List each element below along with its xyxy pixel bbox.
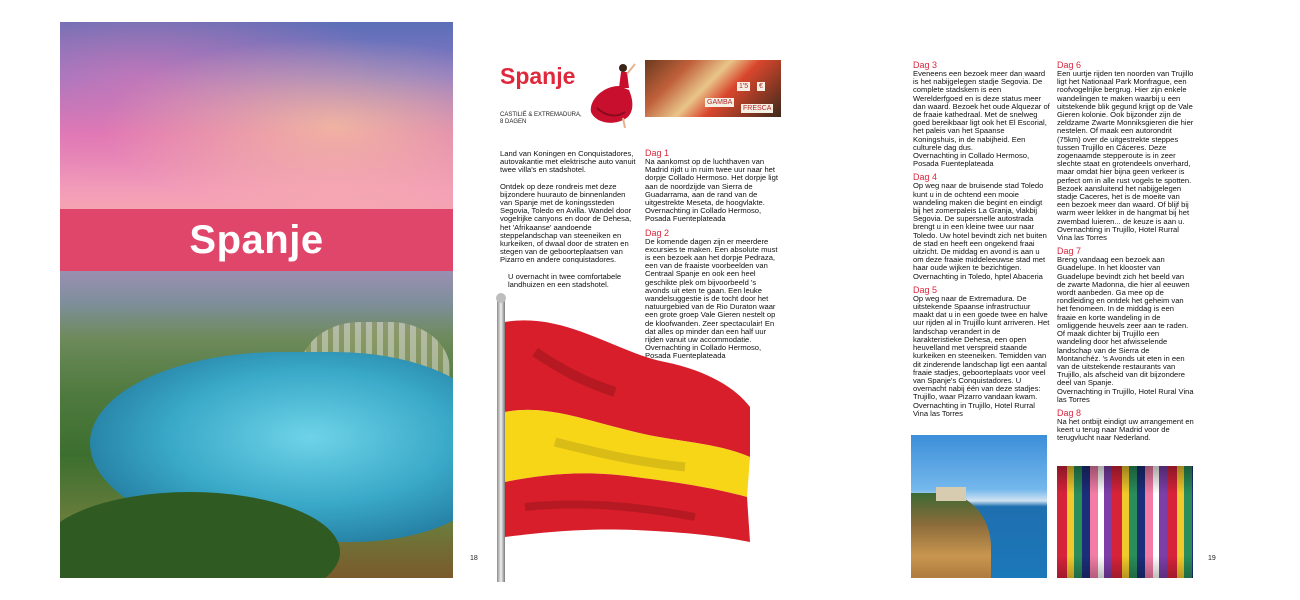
day-text: Een uurtje rijden ten noorden van Trujillo ligt het Nationaal Park Monfrague, een roofvogelrijke bergrug. Hier zijn enkele wandelingen te maken waarbij u een uitstekende blik gegund krijgt op de Vale Gieren kolonie. Ook bijzonder zijn de zeldzame Zwarte Monniksgieren die hier nestelen. Of maak een autorondrit (75km) over de uitgestrekte steppes tussen Trujillo en Cáceres. Deze zogenaamde stepperoute is in zeer slechte staat en grotendeels onverhard, maar omdat hier bijna geen verkeer is perfect om in alle rust vogels te spotten. Bezoek aansluitend het nabijgelegen stadje Caceres, het is de moeite van een bezoek meer dan waard. Of blijf bij warm weer lekker in de hangmat bij het zwembad luieren... de keuze is aan u. <box>1057 69 1194 226</box>
day-overnight: Overnachting in Trujillo, Hotel Rurral Vina las Torres <box>913 400 1035 418</box>
day-heading: Dag 4 <box>913 172 938 183</box>
day-block <box>1057 408 1194 443</box>
intro-paragraph: U overnacht in twee comfortabele landhuizen en een stadshotel. <box>508 271 622 289</box>
day-heading: Dag 7 <box>1057 246 1082 257</box>
cover-photo <box>60 22 453 578</box>
page-number-left: 18 <box>470 555 478 562</box>
cliff <box>911 493 991 578</box>
day-overnight: Overnachting in Collado Hermoso, Posada Fuenteplateada <box>913 151 1030 169</box>
day-heading: Dag 3 <box>913 60 938 70</box>
day-heading: Dag 2 <box>645 227 670 238</box>
intro-paragraph: Ontdek op deze rondreis met deze bijzondere huurauto de binnenlanden van Spanje met de koningssteden Segovia, Toledo en Avilla. Wandel door vogelrijke canyons en door de Dehesa, het 'Afrikaanse' aandoende steppelandschap van steeneiken en kurkeiken, of dwaal door de straten en stegen van de geboorteplaatsen van Pizarro en andere conquistadores. <box>500 181 632 265</box>
day-text: De komende dagen zijn er meerdere excursies te maken. Een absolute must is een bezoek aan het dorpje Pedraza, een van de fraaiste voorbeelden van Centraal Spanje en ook een heel geschikte plek om bijvoorbeeld 's avonds uit eten te gaan. Een leuke wandelsuggestie is de tocht door het natuurgebied van de Rio Duraton waar een grote groep Vale Gieren nestelt op de kloofwanden. Zeer spectaculair! En dat alles op minder dan een half uur rijden vanuit uw accommodatie. <box>645 236 778 345</box>
day-block <box>913 60 1050 168</box>
day-overnight: Overnachting in Collado Hermoso, Posada Fuenteplateada <box>645 343 762 361</box>
itinerary-column <box>1057 60 1194 447</box>
day-block <box>913 285 1050 418</box>
day-block <box>913 172 1050 280</box>
price-tag: € <box>759 83 763 90</box>
castle <box>936 487 966 501</box>
subtitle-line: 8 DAGEN <box>500 119 527 125</box>
cover-title-band <box>60 209 453 271</box>
day-text: Breng vandaag een bezoek aan Guadelupe. In het klooster van Guadelupe bevindt zich het beeld van de zwarte Madonna, die hier al eeuwen wordt aanbeden. Ga mee op de rondleiding en ontdek het geheim van het fenomeen. In de middag is een fraaie en korte wandeling in de omliggende heuvels zeer aan te raden. Of maak dichter bij Trujillo een wandeling door het afwisselende landschap van de Sierra de Montanchéz. 's Avonds uit eten in een van de uitstekende restaurants van Trujillo, als afscheid van dit bijzondere deel van Spanje. <box>1057 255 1190 388</box>
day-text: Na aankomst op de luchthaven van Madrid rijdt u in ruim twee uur naar het dorpje Collado Hermoso. Het dorpje ligt aan de noordzijde van Sierra de Guadarrama, aan de rand van de uitgestrekte Meseta, de hoogvlakte. <box>645 157 778 208</box>
page-title: Spanje <box>500 63 576 89</box>
sunset-sky <box>60 22 453 212</box>
day-overnight: Overnachting in Trujillo, Hotel Rurral Vina las Torres <box>1057 224 1179 243</box>
day-overnight: Overnachting in Trujillo, Hotel Rural Vina las Torres <box>1057 386 1194 404</box>
page-number-right: 19 <box>1208 555 1216 562</box>
intro-paragraph: Land van Koningen en Conquistadores, autovakantie met elektrische auto vanuit twee villa's en stadshotel. <box>500 149 636 175</box>
page-subtitle <box>500 112 582 126</box>
day-heading: Dag 5 <box>913 284 938 295</box>
photo-shade <box>1057 466 1193 578</box>
day-heading: Dag 6 <box>1057 60 1082 70</box>
flamenco-dancer-image <box>583 60 641 128</box>
day-block <box>645 148 781 224</box>
day-text: Eveneens een bezoek meer dan waard is het nabijgelegen stadje Segovia. De complete stadskern is een Werelderfgoed en is deze status meer dan waard. Bezoek het oude Alquezar of de fraaie kathedraal. Met de snelweg goed bereikbaar ligt ook het El Escorial, het paleis van het Spaanse Koningshuis, in de nabijheid. Een culturele dag dus. <box>913 69 1050 152</box>
day-block <box>1057 60 1194 242</box>
spanish-flag-image <box>495 292 760 582</box>
price-tag: 1'5 <box>739 83 749 90</box>
day-block <box>1057 246 1194 404</box>
market-photo <box>645 60 781 117</box>
day-text: Na het ontbijt eindigt uw arrangement en keert u terug naar Madrid voor de terugvlucht naar Nederland. <box>1057 416 1194 443</box>
day-heading: Dag 1 <box>645 148 670 158</box>
flamenco-dresses-photo <box>1057 466 1193 578</box>
day-text: Op weg naar de bruisende stad Toledo kunt u in de ochtend een mooie wandeling maken die begint en eindigt bij het zomerpaleis La Granja, vlakbij Segovia. De supersnelle autostrada brengt u in een kleine twee uur naar Toledo. Uw hotel bevindt zich net buiten de stad en heeft een ongekend fraai uitzicht. De middag en avond is aan u om deze fraaie middeleeuwse stad met haar oude wijken te bezichtigen. Overnachting in Toledo, hptel Abaceria <box>913 181 1047 281</box>
itinerary-column <box>913 60 1050 422</box>
coastline-photo <box>911 435 1047 578</box>
day-overnight: Overnachting in Collado Hermoso, Posada Fuenteplateada <box>645 206 762 224</box>
day-heading: Dag 8 <box>1057 407 1082 418</box>
price-tag: GAMBA <box>707 99 733 106</box>
intro-text <box>500 150 638 297</box>
price-tag: FRESCA <box>743 105 772 112</box>
day-text: Op weg naar de Extremadura. De uitstekende Spaanse infrastructuur maakt dat u in een goede twee en halve uur rijden al in Trujillo kunt arriveren. Het landschap verandert in de karakteristieke Dehesa, een open heuvelland met verspreid staande kurkeiken en steeneiken. Temidden van dit zinderende landschap ligt een aantal fraaie stadjes, geboorteplaats voor veel van Spanje's Conquistadores. U overnacht nabij één van deze stadjes: Trujillo, waar Pizarro vandaan kwam. <box>913 293 1050 402</box>
subtitle-line: CASTILIË & EXTREMADURA, <box>500 112 582 118</box>
cover-title: Spanje <box>189 217 324 262</box>
